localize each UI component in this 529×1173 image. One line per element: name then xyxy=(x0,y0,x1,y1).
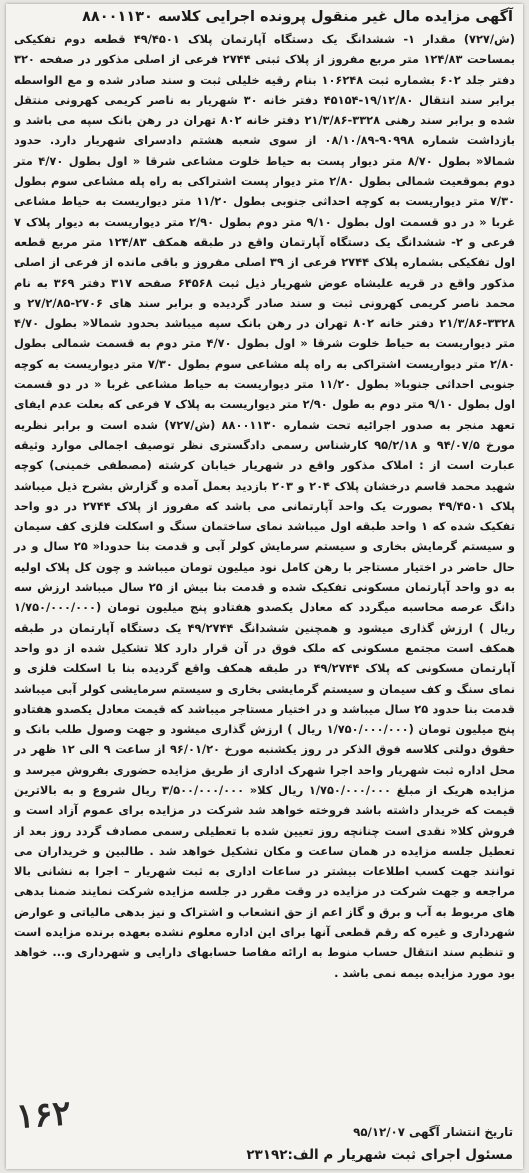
newspaper-clipping xyxy=(6,4,523,1169)
signature-line: مسئول اجرای ثبت شهریار م الف:۲۳۱۹۲ xyxy=(246,1147,513,1163)
notice-paragraph: (ش/۷۲۷) مقدار ۱- ششدانگ یک دستگاه آپارتمان پلاک ۴۹/۴۵۰۱ قطعه دوم تفکیکی بمساحت ۱۲۴/۸۳ متر مربع مفروز از پلاک ثبتی ۲۷۴۴ فرعی از اصلی مذکور در صفحه ۳۲۰ دفتر جلد ۶۰۲ بشماره ثبت ۱۰۶۲۴۸ بنام رقیه خلیلی ثبت و سند صادر شده و مع الواسطه برابر سند انتقال ۱۹/۱۲/۸۰-۴۵۱۵۴ دفتر خانه ۳۰ شهریار به ناصر کریمی کهرونی منتقل شده و برابر سند رهنی ۳۳۲۸-۲۱/۳/۸۶ دفتر خانه ۸۰۲ تهران در رهن بانک سپه می باشد و بازداشت شماره ۹۰۹۹۸-۰۸/۱۰/۸۹ از سوی شعبه هشتم دادسرای شهریار دارد. حدود شمالا« بطول ۸/۷۰ متر دیوار پست به حیاط خلوت مشاعی شرقا « اول بطول ۴/۷۰ متر دوم بموقعیت شمالی بطول ۲/۸۰ متر دیوار پست اشتراکی به راه پله مشاعی سوم بطول ۷/۳۰ متر دیواریست به کوچه احداثی جنوبی بطول ۱۱/۲۰ متر دیواریست به حیاط مشاعی غربا « در دو قسمت اول بطول ۹/۱۰ متر دوم بطول ۲/۹۰ متر دیواریست به دیوار پلاک ۷ فرعی و ۲- ششدانگ یک دستگاه آپارتمان واقع در طبقه همکف ۱۲۴/۸۳ متر مربع قطعه اول تفکیکی بشماره پلاک ۲۷۴۴ فرعی از ۳۹ اصلی مفروز و باقی مانده از فرعی از اصلی مذکور واقع در قریه علیشاه عوض شهریار ذیل ثبت ۶۴۵۶۸ صفحه ۳۱۷ دفتر ۳۶۹ به نام محمد ناصر کریمی کهرونی ثبت و سند صادر گردیده و برابر سند های ۲۷۰۶-۲۷/۲/۸۵ و ۳۳۲۸-۲۱/۳/۸۶ دفتر خانه ۸۰۲ تهران در رهن بانک سپه میباشد بحدود شمالا« بطول ۴/۷۰ متر دیواریست به حیاط خلوت شرقا « اول بطول ۴/۷۰ متر دوم به قسمت شمالی بطول ۲/۸۰ متر دیواریست اشتراکی به راه پله مشاعی سوم بطول ۷/۳۰ متر دیواریست به کوچه جنوبی احداثی جنوبا« بطول ۱۱/۲۰ متر دیواریست به حیاط مشاعی غربا « در دو قسمت اول بطول ۹/۱۰ متر دوم به طول ۲/۹۰ متر دیواریست به پلاک ۷ فرعی که بعلت عدم ایفای تعهد منجر به صدور اجرائیه تحت شماره ۸۸۰۰۱۱۳۰ (ش/۷۲۷) شده است و برابر نظریه مورخ ۹۴/۰۷/۵ و ۹۵/۲/۱۸ کارشناس رسمی دادگستری نظر توصیف اجمالی موارد وثیقه عبارت است از : املاک مذکور واقع در شهریار خیابان کرشته (مصطفی خمینی) کوچه شهید محمد قاسم درخشان پلاک ۲۰۴ و ۲۰۳ بازدید بعمل آمده و گزارش بشرح ذیل میباشد پلاک ۴۹/۴۵۰۱ بصورت یک واحد آپارتمانی می باشد که مفروز از پلاک ۲۷۴۴ در دو واحد تفکیک شده که ۱ واحد طبقه اول میباشد نمای ساختمان سنگ و اسکلت فلزی کف سیمان و سیستم گرمایش بخاری و سیستم سرمایش کولر آبی و قدمت بنا حدودا« ۲۵ سال و در حال حاضر در اختیار مستاجر با رهن کامل نود میلیون تومان میباشد و چون کل پلاک اولیه به دو واحد آپارتمان مسکونی تفکیک شده و قدمت بنا بیش از ۲۵ سال میباشد ارزش سه دانگ عرصه محاسبه میگردد که معادل یکصدو هفتادو پنج میلیون تومان (۱/۷۵۰/۰۰۰/۰۰۰ ریال ) ارزش گذاری میشود و همچنین ششدانگ ۴۹/۲۷۴۴ یک دستگاه آپارتمان در طبقه همکف است مجتمع مسکونی که ملک فوق در آن قرار دارد کلا تشکیل شده از دو واحد آپارتمان مسکونی که پلاک ۴۹/۲۷۴۴ در طبقه همکف واقع گردیده بنا با اسکلت فلزی و نمای سنگ و کف سیمان و سیستم گرمایشی بخاری و سیستم سرمایشی کولر آبی میباشد قدمت بنا حدود ۲۵ سال میباشد و در اختیار مستاجر میباشد که قیمت معادل یکصدو هفتادو پنج میلیون تومان (۱/۷۵۰/۰۰۰/۰۰۰ ریال ) ارزش گذاری میشود و جهت وصول طلب بانک و حقوق دولتی کلاسه فوق الذکر در روز یکشنبه مورخ ۹۶/۰۱/۲۰ از ساعت ۹ الی ۱۲ ظهر در محل اداره ثبت شهریار واحد اجرا شهرک اداری از طریق مزایده حضوری بفروش میرسد و مزایده هریک از مبلغ ۱/۷۵۰/۰۰۰/۰۰۰ ریال کلا« ۳/۵۰۰/۰۰۰/۰۰۰ ریال شروع و به بالاترین قیمت که خریدار داشته باشد فروخته خواهد شد شرکت در مزایده برای عموم آزاد است و فروش کلا« نقدی است چنانچه روز تعیین شده با تعطیلی رسمی مصادف گردد روز بعد از تعطیل جلسه مزایده در همان ساعت و مکان تشکیل خواهد شد . طالبین و خریداران می توانند جهت کسب اطلاعات بیشتر در ساعات اداری به ثبت شهریار – اجرا به نشانی بالا مراجعه و جهت شرکت در مزایده در وقت مقرر در جلسه مزایده شرکت نمایند ضمنا بدهی های مربوط به آب و برق و گاز اعم از حق انشعاب و اشتراک و نیز بدهی مالیاتی و عوارض شهرداری و غیره که رقم قطعی آنها برای این اداره معلوم نشده بعهده برنده مزایده است و تنظیم سند انتقال حساب منوط به ارائه مفاصا حسابهای دارایی و شهرداری و... خواهد بود مورد مزایده بیمه نمی باشد . xyxy=(14,32,516,980)
notice-title: آگهی مزایده مال غیر منقول پرونده اجرایی کلاسه ۸۸۰۰۱۱۳۰ xyxy=(82,9,513,25)
notice-body xyxy=(6,29,523,983)
handwritten-number: ۱۶۲ xyxy=(14,1093,73,1137)
publication-date: تاریخ انتشار آگهی ۹۵/۱۲/۰۷ xyxy=(353,1125,513,1139)
notice-footer xyxy=(6,1095,523,1165)
